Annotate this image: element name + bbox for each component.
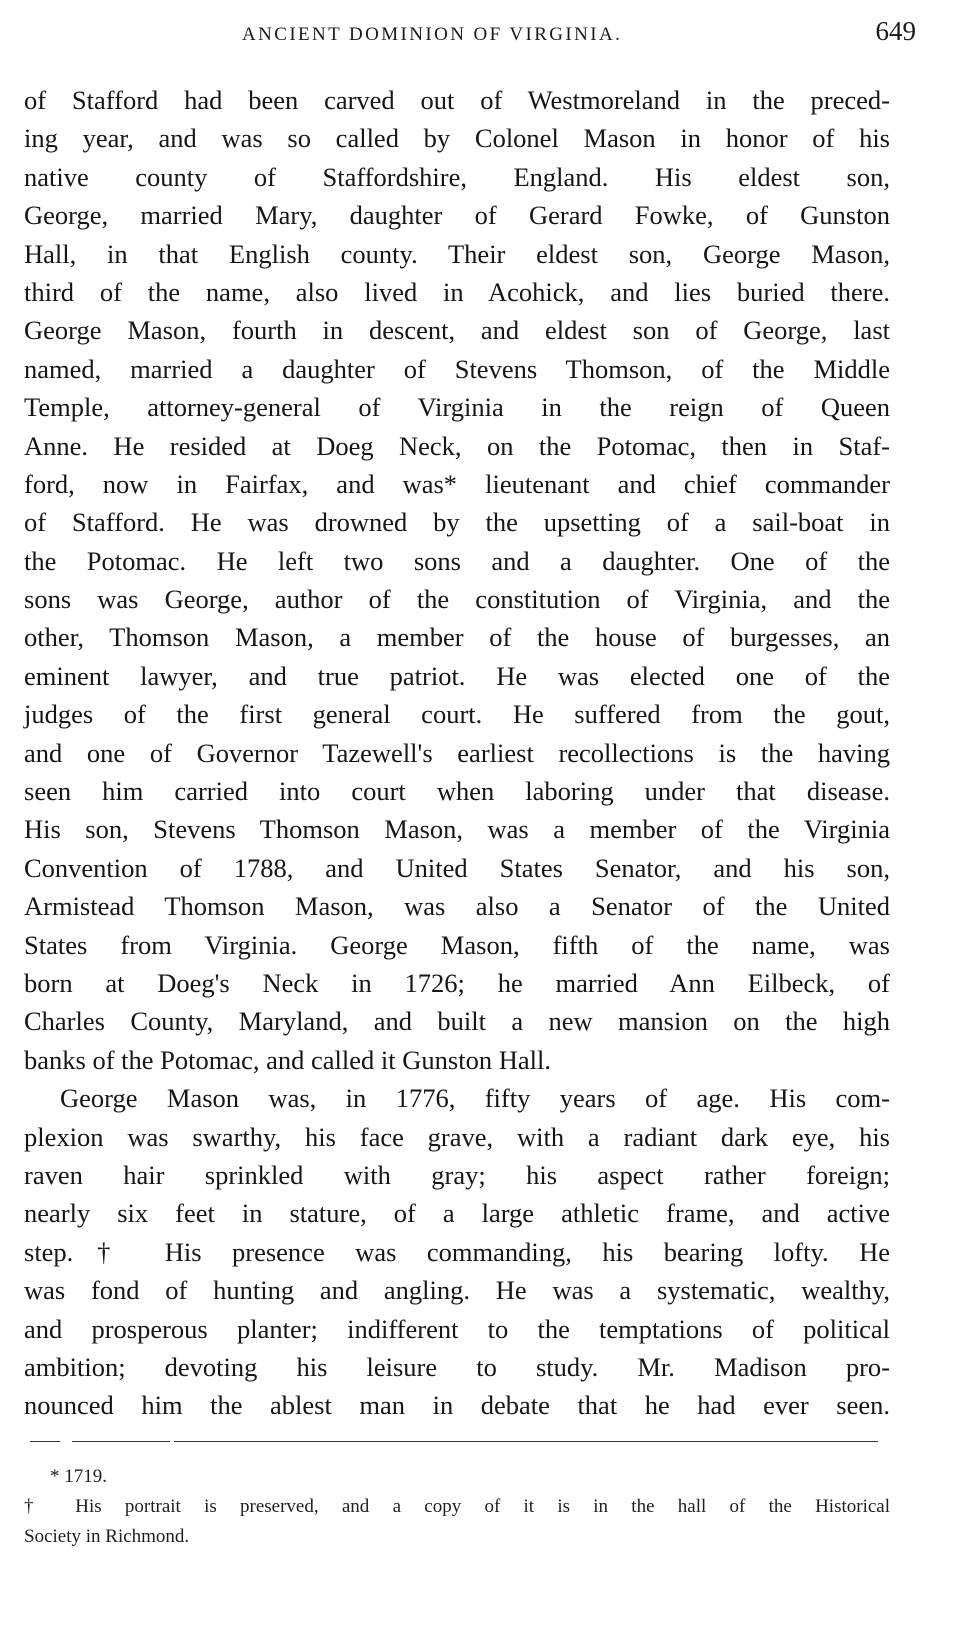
text-line: third of the name, also lived in Acohick, and lies buried there. bbox=[24, 276, 890, 307]
footnote-2-line-2: Society in Richmond. bbox=[24, 1526, 190, 1547]
text-line: sons was George, author of the constitution of Virginia, and the bbox=[24, 584, 890, 615]
rule-gap bbox=[170, 1438, 174, 1444]
text-line: ambition; devoting his leisure to study. Mr. Madison pro- bbox=[24, 1351, 890, 1382]
paragraph-1 bbox=[24, 81, 890, 1079]
running-title: ANCIENT DOMINION OF VIRGINIA. bbox=[242, 24, 623, 45]
text-line: of Stafford had been carved out of Westmoreland in the preced- bbox=[24, 85, 890, 115]
footnotes bbox=[24, 1462, 890, 1552]
text-line: Convention of 1788, and United States Senator, and his son, bbox=[24, 852, 890, 883]
text-line: ing year, and was so called by Colonel Mason in honor of his bbox=[24, 123, 890, 154]
text-line: Hall, in that English county. Their eldest son, George Mason, bbox=[24, 238, 890, 269]
text-line: eminent lawyer, and true patriot. He was elected one of the bbox=[24, 660, 890, 691]
text-line: His son, Stevens Thomson Mason, was a member of the Virginia bbox=[24, 814, 890, 845]
text-line: the Potomac. He left two sons and a daughter. One of the bbox=[24, 545, 890, 576]
running-head bbox=[24, 14, 924, 54]
text-line: and prosperous planter; indifferent to the temptations of political bbox=[24, 1313, 890, 1344]
text-line: Armistead Thomson Mason, was also a Senator of the United bbox=[24, 891, 890, 922]
text-line: named, married a daughter of Stevens Thomson, of the Middle bbox=[24, 353, 890, 384]
text-line: nearly six feet in stature, of a large athletic frame, and active bbox=[24, 1198, 890, 1229]
text-line: other, Thomson Mason, a member of the house of burgesses, an bbox=[24, 622, 890, 653]
footnote-2-line-1: † His portrait is preserved, and a copy of it is in the hall of the Historical bbox=[24, 1496, 890, 1517]
text-line: Temple, attorney-general of Virginia in the reign of Queen bbox=[24, 392, 890, 423]
text-line: of Stafford. He was drowned by the upsetting of a sail-boat in bbox=[24, 507, 890, 538]
text-line: native county of Staffordshire, England. His eldest son, bbox=[24, 161, 890, 192]
text-line: nounced him the ablest man in debate that he had ever seen. bbox=[24, 1390, 890, 1421]
text-line: step.† His presence was commanding, his bearing lofty. He bbox=[24, 1236, 890, 1267]
text-line: judges of the first general court. He suffered from the gout, bbox=[24, 699, 890, 730]
text-line: George, married Mary, daughter of Gerard Fowke, of Gunston bbox=[24, 200, 890, 231]
paragraph-2 bbox=[24, 1079, 890, 1425]
footnote-1: * 1719. bbox=[50, 1466, 107, 1487]
text-line: raven hair sprinkled with gray; his aspect rather foreign; bbox=[24, 1159, 890, 1190]
text-line: Anne. He resided at Doeg Neck, on the Potomac, then in Staf- bbox=[24, 430, 890, 461]
rule-gap bbox=[60, 1438, 72, 1444]
text-line: was fond of hunting and angling. He was a systematic, wealthy, bbox=[24, 1275, 890, 1306]
body-text bbox=[24, 81, 890, 1425]
text-line: born at Doeg's Neck in 1726; he married Ann Eilbeck, of bbox=[24, 967, 890, 998]
text-line: George Mason, fourth in descent, and eldest son of George, last bbox=[24, 315, 890, 346]
footnote-rule bbox=[30, 1441, 878, 1442]
text-line: seen him carried into court when laboring under that disease. bbox=[24, 776, 890, 807]
text-line: banks of the Potomac, and called it Gunston Hall. bbox=[24, 1044, 551, 1075]
text-line: States from Virginia. George Mason, fifth of the name, was bbox=[24, 929, 890, 960]
text-line: George Mason was, in 1776, fifty years of age. His com- bbox=[60, 1083, 890, 1114]
text-line: and one of Governor Tazewell's earliest recollections is the having bbox=[24, 737, 890, 768]
text-line: Charles County, Maryland, and built a new mansion on the high bbox=[24, 1006, 890, 1037]
page-number: 649 bbox=[875, 16, 916, 46]
text-line: ford, now in Fairfax, and was* lieutenant and chief commander bbox=[24, 468, 890, 499]
text-line: plexion was swarthy, his face grave, with a radiant dark eye, his bbox=[24, 1121, 890, 1152]
